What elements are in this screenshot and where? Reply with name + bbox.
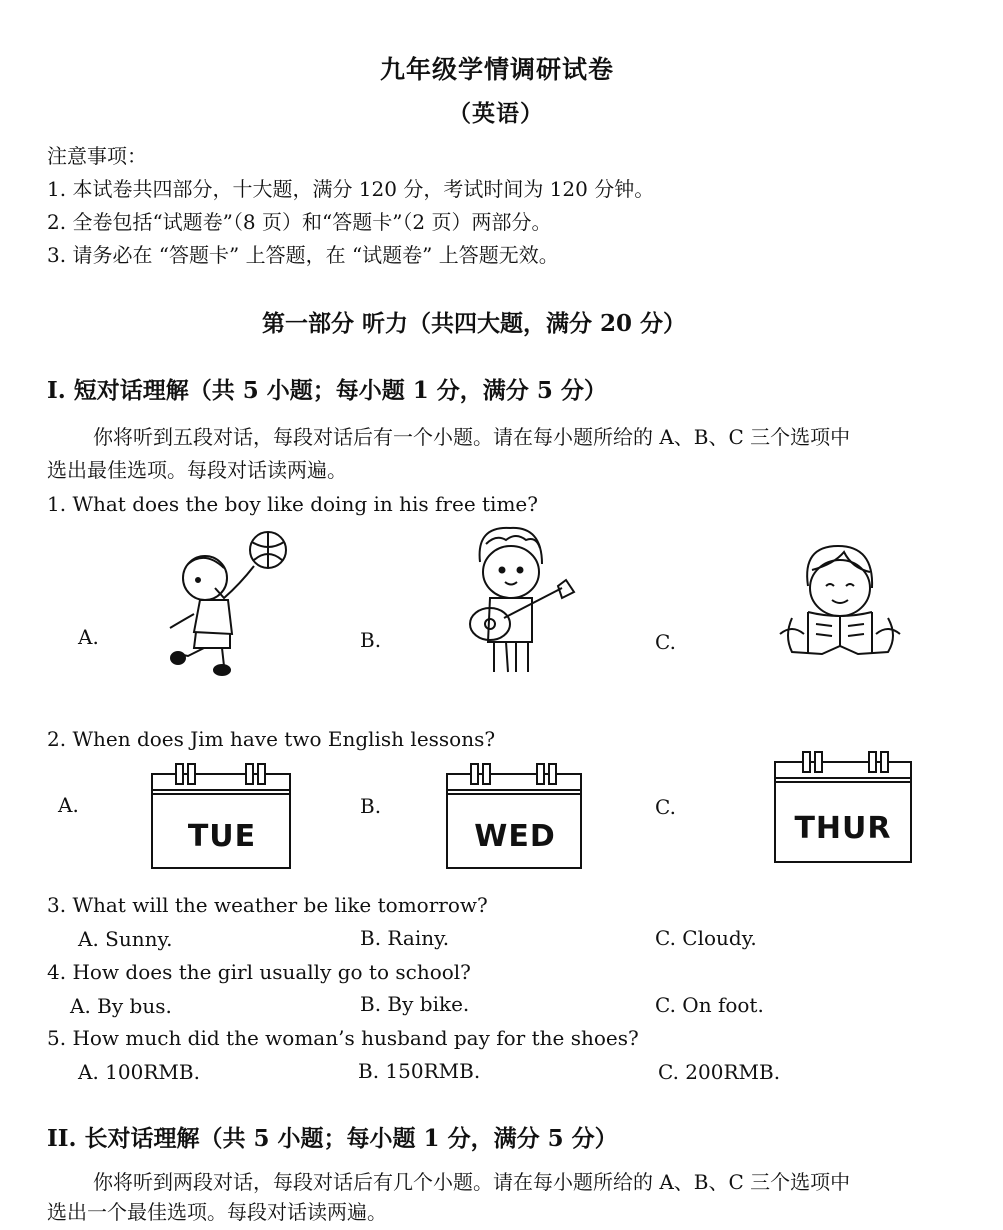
q4-option-b: B. By bike. <box>360 992 470 1016</box>
calendar-label-thur: THUR <box>794 811 892 846</box>
q3-option-b: B. Rainy. <box>360 926 450 950</box>
calendar-thur-icon <box>773 750 913 864</box>
notice-heading: 注意事项： <box>47 144 147 168</box>
q1-option-b: B. <box>360 628 382 652</box>
q5-option-b: B. 150RMB. <box>358 1059 481 1083</box>
notice-item-3: 3. 请务必在 “答题卡” 上答题，在 “试题卷” 上答题无效。 <box>47 243 559 267</box>
part1-heading: 第一部分 听力（共四大题，满分 20 分） <box>262 310 687 337</box>
section2-heading: II. 长对话理解（共 5 小题；每小题 1 分，满分 5 分） <box>47 1125 618 1152</box>
section1-heading: I. 短对话理解（共 5 小题；每小题 1 分，满分 5 分） <box>47 377 607 404</box>
calendar-label-wed: WED <box>474 819 556 854</box>
question-2: 2. When does Jim have two English lessons? <box>47 727 496 751</box>
q2-option-a: A. <box>58 793 79 817</box>
basketball-icon <box>160 528 295 676</box>
notice-item-2: 2. 全卷包括“试题卷”（8 页）和“答题卡”（2 页）两部分。 <box>47 210 552 234</box>
notice-item-1: 1. 本试卷共四部分，十大题，满分 120 分，考试时间为 120 分钟。 <box>47 177 655 201</box>
section1-instruction-1: 你将听到五段对话，每段对话后有一个小题。请在每小题所给的 A、B、C 三个选项中 <box>93 425 851 449</box>
q2-option-b: B. <box>360 794 382 818</box>
q5-option-a: A. 100RMB. <box>78 1060 200 1084</box>
exam-title: 九年级学情调研试卷 <box>380 55 615 84</box>
question-1: 1. What does the boy like doing in his free time? <box>47 492 538 516</box>
q1-option-c: C. <box>655 630 676 654</box>
q4-option-a: A. By bus. <box>70 994 172 1018</box>
calendar-wed-icon <box>445 762 583 870</box>
q3-option-a: A. Sunny. <box>78 927 173 951</box>
exam-subject: （英语） <box>448 100 544 127</box>
q3-option-c: C. Cloudy. <box>655 926 757 950</box>
section2-instruction-2: 选出一个最佳选项。每段对话读两遍。 <box>47 1200 387 1224</box>
reading-book-icon <box>774 542 906 660</box>
q5-option-c: C. 200RMB. <box>658 1060 781 1084</box>
section1-instruction-2: 选出最佳选项。每段对话读两遍。 <box>47 458 347 482</box>
calendar-label-tue: TUE <box>187 819 257 854</box>
section2-instruction-1: 你将听到两段对话，每段对话后有几个小题。请在每小题所给的 A、B、C 三个选项中 <box>93 1170 851 1194</box>
question-5: 5. How much did the woman’s husband pay for the shoes? <box>47 1026 639 1050</box>
q4-option-c: C. On foot. <box>655 993 764 1017</box>
q2-option-c: C. <box>655 795 676 819</box>
question-3: 3. What will the weather be like tomorrow? <box>47 893 488 917</box>
q1-option-a: A. <box>78 625 99 649</box>
calendar-tue-icon <box>150 762 292 870</box>
question-4: 4. How does the girl usually go to school? <box>47 960 471 984</box>
guitar-icon <box>466 522 576 678</box>
